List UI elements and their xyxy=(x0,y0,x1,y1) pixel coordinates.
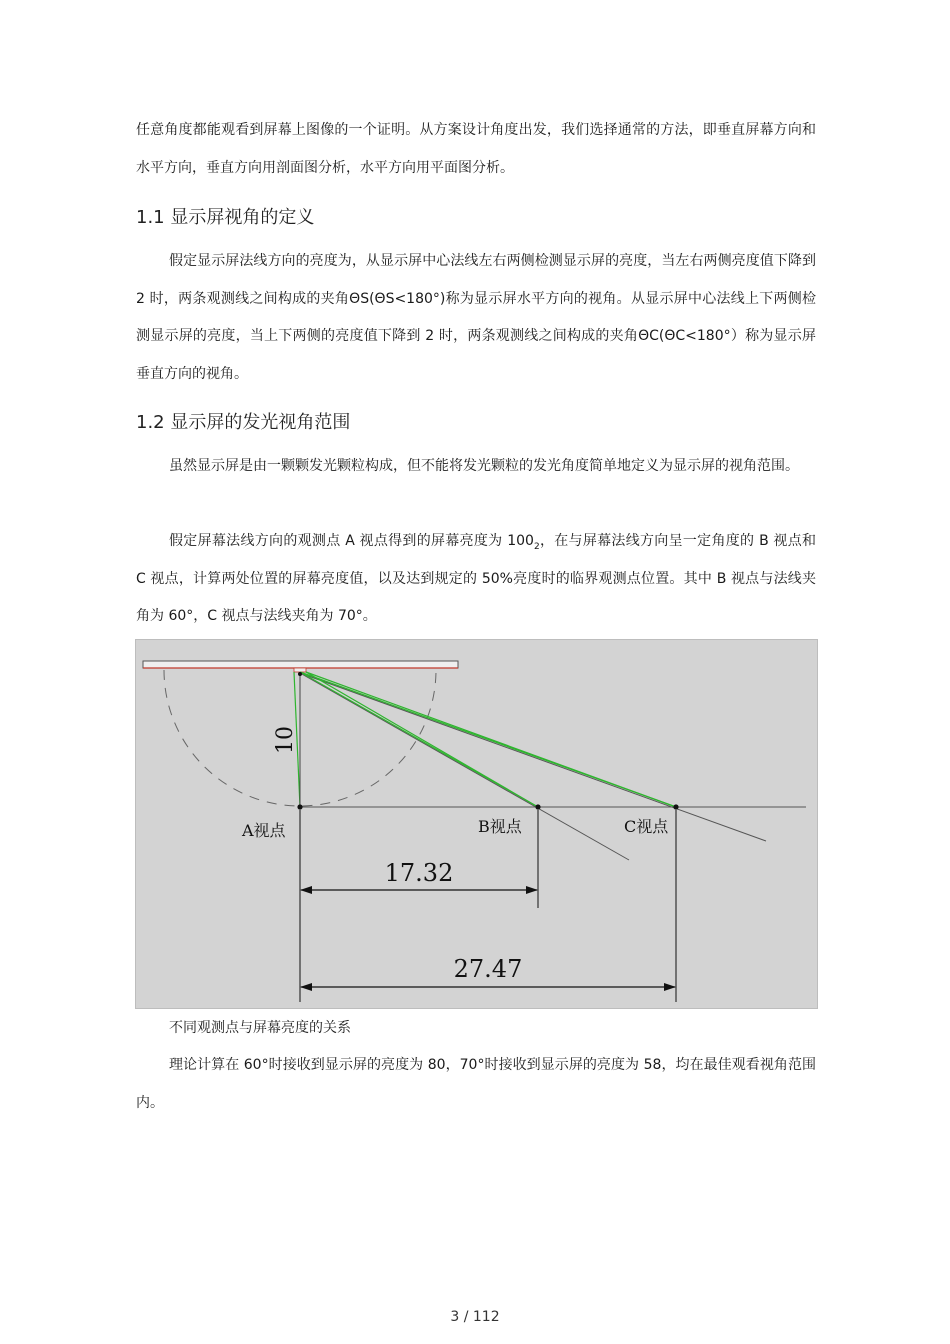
observation-text-start: 假定屏幕法线方向的观测点 A 视点得到的屏幕亮度为 100 xyxy=(169,533,534,549)
paragraph-emitting-angle: 虽然显示屏是由一颗颗发光颗粒构成，但不能将发光颗粒的发光角度简单地定义为显示屏的视角范围。 xyxy=(169,458,799,474)
point-c xyxy=(673,804,678,809)
section-heading-1-2: 1.2 显示屏的发光视角范围 xyxy=(136,412,351,433)
subscript-text: 2 xyxy=(533,541,540,552)
section-heading-1-1: 1.1 显示屏视角的定义 xyxy=(136,207,315,228)
point-b xyxy=(535,804,540,809)
b-extension-line xyxy=(300,673,629,860)
paragraph-observation-points xyxy=(136,523,816,636)
paragraph-viewing-angle-definition: 假定显示屏法线方向的亮度为，从显示屏中心法线左右两侧检测显示屏的亮度，当左右两侧亮度值下降到 2 时，两条观测线之间构成的夹角ΘS(ΘS<180°)称为显示屏水平方向的视角。从显示屏中心法线上下两侧检测显示屏的亮度，当上下两侧的亮度值下降到 2 时，两条观测线之间构成的夹角ΘC(ΘC<180°）称为显示屏垂直方向的视角。 xyxy=(136,253,816,382)
observation-text-end: ，在与屏幕法线方向呈一定角度的 B 视点和 C 视点，计算两处位置的屏幕亮度值，以及达到规定的 50%亮度时的临界观测点位置。其中 B 视点与法线夹角为 60°，C 视点与法线夹角为 70°。 xyxy=(136,533,816,624)
figure-caption: 不同观测点与屏幕亮度的关系 xyxy=(169,1020,351,1036)
viewing-angle-diagram xyxy=(135,639,818,1009)
label-b: B视点 xyxy=(478,817,522,836)
screen-center-point xyxy=(298,672,302,676)
label-c: C视点 xyxy=(624,817,669,836)
sight-line-c-2 xyxy=(306,672,676,807)
label-a: A视点 xyxy=(242,821,286,840)
paragraph-intro: 任意角度都能观看到屏幕上图像的一个证明。从方案设计角度出发，我们选择通常的方法，即垂直屏幕方向和水平方向，垂直方向用剖面图分析，水平方向用平面图分析。 xyxy=(136,122,816,176)
paragraph-calculation-result: 理论计算在 60°时接收到显示屏的亮度为 80，70°时接收到显示屏的亮度为 58，均在最佳观看视角范围内。 xyxy=(136,1057,816,1111)
c-extension-line xyxy=(300,673,766,841)
height-label: 10 xyxy=(273,726,298,754)
point-a xyxy=(297,804,302,809)
display-screen xyxy=(143,661,458,668)
page-number: 3 / 112 xyxy=(450,1309,500,1325)
sight-line-b-2 xyxy=(306,672,538,807)
dimension-b-label: 17.32 xyxy=(384,859,454,887)
screen-center-mark xyxy=(294,668,306,672)
dimension-c-label: 27.47 xyxy=(453,955,523,983)
